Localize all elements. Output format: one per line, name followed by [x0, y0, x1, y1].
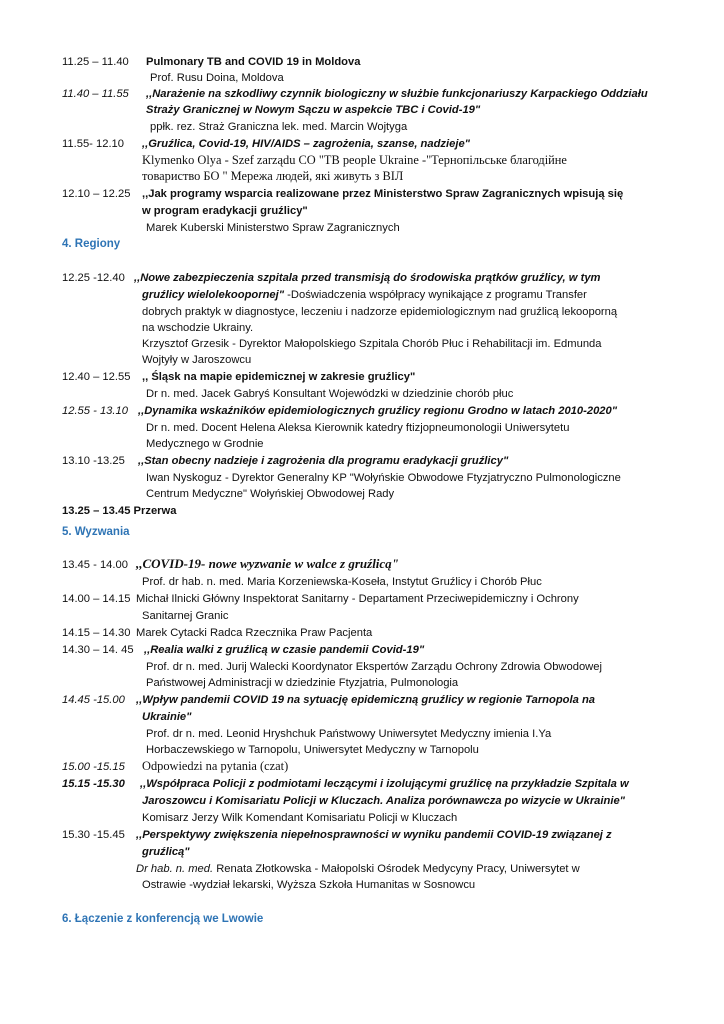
break-entry: 13.25 – 13.45 Przerwa — [62, 505, 177, 517]
entry-speaker: Komisarz Jerzy Wilk Komendant Komisariatu Policji w Kluczach — [142, 812, 458, 824]
entry-title: Marek Cytacki Radca Rzecznika Praw Pacjenta — [136, 627, 373, 639]
entry-title: ,,Perspektywy zwiększenia niepełnosprawności w wyniku pandemii COVID-19 związanej z — [136, 829, 612, 841]
entry-time: 11.55- 12.10 — [62, 138, 124, 150]
entry-title: Jaroszowcu i Komisariatu Policji w Kluczach. Analiza porównawcza po wizycie w Ukrainie" — [142, 795, 625, 807]
entry-title: ,, Śląsk na mapie epidemicznej w zakresie gruźlicy" — [142, 371, 416, 383]
entry-speaker: Państwowej Administracji w dziedzinie Ftyzjatria, Pulmonologia — [146, 677, 459, 689]
entry-speaker: Prof. dr n. med. Jurij Walecki Koordynator Ekspertów Zarządu Ochrony Zdrowia Obwodowej — [146, 661, 602, 673]
entry-time: 14.30 – 14. 45 — [62, 644, 134, 656]
entry-description: na wschodzie Ukrainy. — [142, 322, 254, 334]
entry-title: ,,Nowe zabezpieczenia szpitala przed transmisją do środowiska prątków gruźlicy, w tym — [134, 272, 601, 284]
section-heading: 6. Łączenie z konferencją we Lwowie — [62, 913, 264, 925]
entry-speaker: товариство БО " Мережа людей, які живуть з ВІЛ — [142, 169, 404, 183]
entry-speaker: Prof. dr hab. n. med. Maria Korzeniewska-Koseła, Instytut Gruźlicy i Chorób Płuc — [142, 576, 542, 588]
entry-speaker: Prof. dr n. med. Leonid Hryshchuk Państwowy Uniwersytet Medyczny imienia I.Ya — [146, 728, 552, 740]
entry-title: gruźlicą" — [142, 846, 190, 858]
section-heading: 5. Wyzwania — [62, 526, 130, 538]
entry-time: 15.00 -15.15 — [62, 761, 125, 773]
entry-speaker: Horbaczewskiego w Tarnopolu, Uniwersytet Medyczny w Tarnopolu — [146, 744, 479, 756]
entry-speaker: Medycznego w Grodnie — [146, 438, 264, 450]
entry-time: 14.00 – 14.15 — [62, 593, 131, 605]
entry-speaker: Marek Kuberski Ministerstwo Spraw Zagranicznych — [146, 222, 400, 234]
entry-time: 14.15 – 14.30 — [62, 627, 131, 639]
entry-title: ,,Jak programy wsparcia realizowane przez Ministerstwo Spraw Zagranicznych wpisują się — [142, 188, 624, 200]
entry-title: ,,COVID-19- nowe wyzwanie w walce z gruźlicą" — [136, 556, 399, 571]
entry-title: ,,Stan obecny nadzieje i zagrożenia dla programu eradykacji gruźlicy" — [138, 455, 509, 467]
entry-time: 11.40 – 11.55 — [62, 88, 129, 100]
entry-title: Michał Ilnicki Główny Inspektorat Sanitarny - Departament Przeciwepidemiczny i Ochrony — [136, 593, 579, 605]
entry-title: Pulmonary TB and COVID 19 in Moldova — [146, 56, 361, 68]
entry-speaker: Dr n. med. Jacek Gabryś Konsultant Wojewódzki w dziedzinie chorób płuc — [146, 388, 514, 400]
entry-title: ,,Dynamika wskaźników epidemiologicznych gruźlicy regionu Grodno w latach 2010-2020" — [138, 405, 618, 417]
entry-time: 12.40 – 12.55 — [62, 371, 131, 383]
entry-time: 11.25 – 11.40 — [62, 56, 129, 68]
entry-time: 14.45 -15.00 — [62, 694, 125, 706]
entry-speaker: Sanitarnej Granic — [142, 610, 229, 622]
entry-title: ,,Narażenie na szkodliwy czynnik biologiczny w służbie funkcjonariuszy Karpackiego Oddziału — [146, 88, 648, 100]
entry-speaker: Wojtyły w Jaroszowcu — [142, 354, 252, 366]
entry-speaker: ppłk. rez. Straż Graniczna lek. med. Marcin Wojtyga — [150, 121, 408, 133]
entry-title: w program eradykacji gruźlicy" — [142, 205, 308, 217]
entry-title: Odpowiedzi na pytania (czat) — [142, 759, 289, 773]
entry-speaker: Krzysztof Grzesik - Dyrektor Małopolskiego Szpitala Chorób Płuc i Rehabilitacji im. Edmunda — [142, 338, 602, 350]
entry-title-continued: gruźlicy wielolekoopornej" -Doświadczenia współpracy wynikające z programu Transfer — [142, 289, 587, 301]
entry-speaker: Ostrawie -wydział lekarski, Wyższa Szkoła Humanitas w Sosnowcu — [142, 879, 476, 891]
entry-description: dobrych praktyk w diagnostyce, leczeniu i nadzorze epidemiologicznym nad gruźlicą lekooporną — [142, 306, 618, 318]
entry-title: ,,Wpływ pandemii COVID 19 na sytuację epidemiczną gruźlicy w regionie Tarnopola na — [136, 694, 596, 706]
entry-speaker: Centrum Medyczne" Wołyńskiej Obwodowej Rady — [146, 488, 395, 500]
entry-speaker: Iwan Nyskoguz - Dyrektor Generalny KP "Wołyńskie Obwodowe Ftyzjatryczno Pulmonologiczne — [146, 472, 621, 484]
entry-title: ,,Współpraca Policji z podmiotami leczącymi i izolującymi gruźlicę na przykładzie Szpitala w — [140, 778, 629, 790]
entry-time: 12.55 - 13.10 — [62, 405, 128, 417]
entry-speaker: Dr hab. n. med. Renata Złotkowska - Małopolski Ośrodek Medycyny Pracy, Uniwersytet w — [136, 863, 580, 875]
entry-speaker: Dr n. med. Docent Helena Aleksa Kierownik katedry ftizjopneumonologii Uniwersytetu — [146, 422, 570, 434]
entry-title: Ukrainie" — [142, 711, 192, 723]
entry-title: Straży Granicznej w Nowym Sączu w aspekcie TBC i Covid-19" — [146, 104, 481, 116]
entry-title: ,,Gruźlica, Covid-19, HIV/AIDS – zagrożenia, szanse, nadzieje" — [142, 138, 470, 150]
section-heading: 4. Regiony — [62, 238, 121, 250]
entry-title: ,,Realia walki z gruźlicą w czasie pandemii Covid-19" — [144, 644, 425, 656]
entry-time: 12.25 -12.40 — [62, 272, 125, 284]
entry-time: 13.10 -13.25 — [62, 455, 125, 467]
entry-time: 15.30 -15.45 — [62, 829, 125, 841]
entry-time: 12.10 – 12.25 — [62, 188, 131, 200]
entry-speaker: Prof. Rusu Doina, Moldova — [150, 72, 284, 84]
entry-time: 13.45 - 14.00 — [62, 559, 128, 571]
entry-speaker: Klymenko Olya - Szef zarządu CO "TB people Ukraine -"Тернопільське благодійне — [142, 153, 567, 167]
entry-time: 15.15 -15.30 — [62, 778, 125, 790]
